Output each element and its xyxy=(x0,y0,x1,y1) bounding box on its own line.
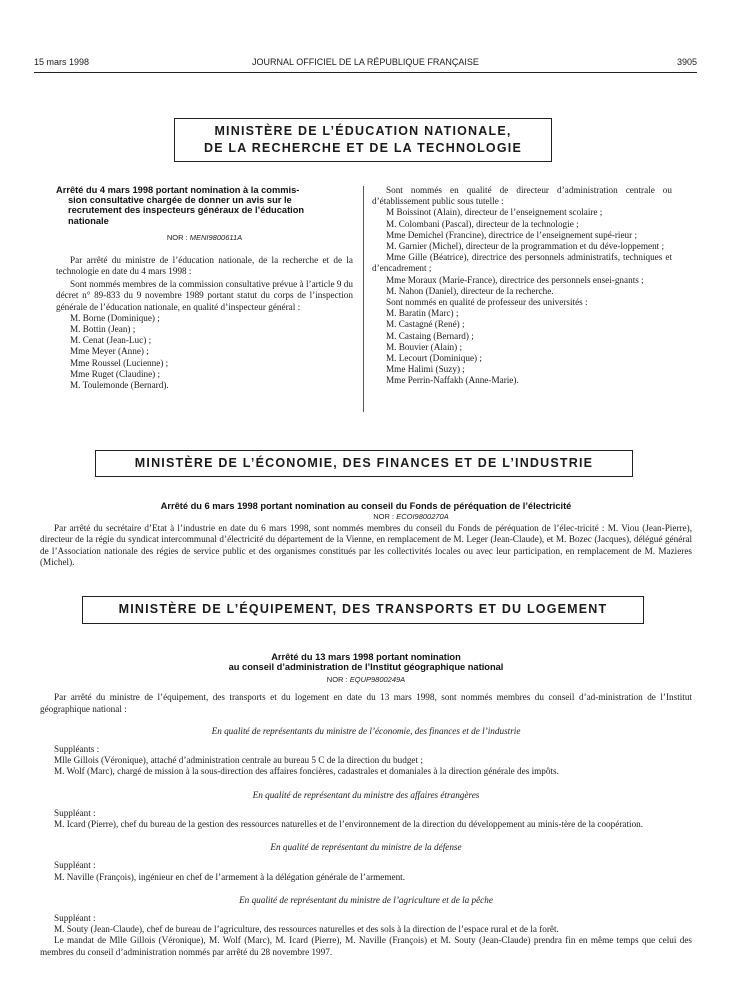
group-role: Suppléant : xyxy=(54,860,96,871)
professor-item: Mme Halimi (Suzy) ; xyxy=(386,364,465,375)
ministry-box-education xyxy=(174,118,552,162)
decree-education-continued xyxy=(372,185,672,387)
intro-paragraph: Par arrêté du ministre de l’éducation nationale, de la recherche et de la technologie en date du 4 mars 1998 : xyxy=(56,254,353,277)
body-paragraph: Par arrêté du secrétaire d’Etat à l’industrie en date du 6 mars 1998, sont nommés membres du conseil du Fonds de péréquation de l’élec-tricité : M. Viou (Jean-Pierre), directeur de la régie du syndicat intercommunal d’électricité du département de la Vienne, en remplacement de M. Leger (Jean-Claude), et M. Bozec (Jacques), délégué général de l’Association nationale des régies de service public et des organismes constitués par les collectivités locales ou avec leur participation, en remplacement de M. Mazieres (Michel). xyxy=(40,523,692,567)
members-intro: Sont nommés membres de la commission consultative prévue à l’article 9 du décret n° 89-833 du 9 novembre 1989 portant statut du corps de l’inspection générale de l’éducation nationale, en qualité d’inspecteur général : xyxy=(56,279,353,312)
director-item: Mme Demichel (Francine), directrice de l’enseignement supé-rieur ; xyxy=(386,229,638,240)
ministry-box-equipment xyxy=(82,596,644,624)
group-heading: En qualité de représentant du ministre de l’agriculture et de la pêche xyxy=(239,894,493,905)
decree-body xyxy=(56,255,353,391)
intro-paragraph: Par arrêté du ministre de l’équipement, des transports et du logement en date du 13 mars 1998, sont nommés membres du conseil d’ad-ministration de l’Institut géographique national : xyxy=(40,692,692,714)
director-item: M. Colombani (Pascal), directeur de la technologie ; xyxy=(386,218,579,229)
directors-intro: Sont nommés en qualité de directeur d’administration centrale ou d’établissement public sous tutelle : xyxy=(372,185,672,207)
group-heading: En qualité de représentant du ministre de la défense xyxy=(270,842,462,853)
decree-title: Arrêté du 6 mars 1998 portant nomination au conseil du Fonds de péréquation de l’électricité xyxy=(160,501,572,511)
nor-label: NOR : xyxy=(166,232,188,242)
group-heading: En qualité de représentants du ministre de l’économie, des finances et de l’industrie xyxy=(211,725,521,736)
decree-education xyxy=(56,185,353,391)
group-entry: M. Wolf (Marc), chargé de mission à la sous-direction des affaires foncières, cadastrales et domaniales à la direction générale des impôts. xyxy=(54,766,559,777)
column-divider xyxy=(363,186,364,412)
ministry-title-line: MINISTÈRE DE L’ÉCONOMIE, DES FINANCES ET DE L’INDUSTRIE xyxy=(134,456,594,470)
decree-body xyxy=(40,692,692,957)
nor-label: NOR : xyxy=(373,512,395,522)
title-line: sion consultative chargée de donner un avis sur le xyxy=(68,195,292,206)
member-item: M. Bottin (Jean) ; xyxy=(70,324,136,335)
professor-item: Mme Perrin-Naffakh (Anne-Marie). xyxy=(386,375,519,386)
group-heading: En qualité de représentant du ministre des affaires étrangères xyxy=(252,789,480,800)
director-item: Mme Moraux (Marie-France), directrice des personnels ensei-gnants ; xyxy=(386,274,644,285)
professors-intro: Sont nommés en qualité de professeur des universités : xyxy=(386,297,588,308)
closing-paragraph: Le mandat de Mlle Gillois (Véronique), M. Wolf (Marc), M. Icard (Pierre), M. Naville (François) et M. Souty (Jean-Claude) prendra fin en même temps que celui des membres du conseil d’administration nommés par arrêté du 28 novembre 1997. xyxy=(40,935,692,957)
nor-reference xyxy=(56,233,353,242)
group-entry: M. Naville (François), ingénieur en chef de l’armement à la délégation générale de l’armement. xyxy=(54,871,406,882)
professor-item: M. Bouvier (Alain) ; xyxy=(386,341,463,352)
director-item: M Boissinot (Alain), directeur de l’enseignement scolaire ; xyxy=(386,207,603,218)
professor-item: M. Baratin (Marc) ; xyxy=(386,308,459,319)
nor-label: NOR : xyxy=(326,675,348,685)
ministry-title-line: DE LA RECHERCHE ET DE LA TECHNOLOGIE xyxy=(204,141,522,155)
title-line: recrutement des inspecteurs généraux de l’éducation xyxy=(68,205,305,216)
decree-equipment xyxy=(40,652,692,958)
group-role: Suppléants : xyxy=(54,744,100,755)
journal-title: JOURNAL OFFICIEL DE LA RÉPUBLIQUE FRANÇAISE xyxy=(252,57,479,67)
member-item: Mme Roussel (Lucienne) ; xyxy=(70,357,169,368)
page-number: 3905 xyxy=(676,57,697,67)
member-item: Mme Meyer (Anne) ; xyxy=(70,346,149,357)
nor-code: MENI9800611A xyxy=(189,232,243,242)
member-item: M. Cenat (Jean-Luc) ; xyxy=(70,335,152,346)
ministry-title-line: MINISTÈRE DE L’ÉDUCATION NATIONALE, xyxy=(214,124,512,138)
director-item: M. Nahon (Daniel), directeur de la recherche. xyxy=(386,285,554,296)
nor-reference xyxy=(40,675,692,684)
title-line: nationale xyxy=(68,215,109,226)
member-item: Mme Ruget (Claudine) ; xyxy=(70,368,161,379)
ministry-box-economy xyxy=(95,450,633,477)
header-rule xyxy=(34,72,697,73)
nor-reference xyxy=(40,512,692,521)
decree-economy xyxy=(40,501,692,568)
director-item: Mme Gille (Béatrice), directrice des personnels administratifs, techniques et d’encadrement ; xyxy=(372,252,672,274)
title-line: Arrêté du 4 mars 1998 portant nomination à la commis- xyxy=(56,185,300,195)
decree-title xyxy=(40,652,692,672)
professor-item: M. Castaing (Bernard) ; xyxy=(386,330,474,341)
decree-title xyxy=(56,185,353,226)
group-entry: M. Souty (Jean-Claude), chef de bureau de l’agriculture, des ressources naturelles et des sols à la direction de l’espace rural et de la forêt. xyxy=(54,924,559,935)
director-item: M. Garnier (Michel), directeur de la programmation et du déve-loppement ; xyxy=(386,241,665,252)
nor-code: ECOI9800270A xyxy=(396,512,449,522)
title-line: Arrêté du 13 mars 1998 portant nomination xyxy=(271,652,461,662)
title-line: au conseil d’administration de l’Institut géographique national xyxy=(228,662,504,673)
professor-item: M. Castagné (René) ; xyxy=(386,319,465,330)
nor-code: EQUP9800249A xyxy=(349,675,406,685)
group-entry: Mlle Gillois (Véronique), attaché d’administration centrale au bureau 5 C de la direction du budget ; xyxy=(54,755,423,766)
header-date: 15 mars 1998 xyxy=(34,57,90,67)
decree-body xyxy=(40,523,692,568)
group-entry: M. Icard (Pierre), chef du bureau de la gestion des ressources naturelles et de l’environnement de la direction du développement au minis-tère de la coopération. xyxy=(54,819,644,830)
ministry-title-line: MINISTÈRE DE L’ÉQUIPEMENT, DES TRANSPORTS ET DU LOGEMENT xyxy=(118,602,608,616)
member-item: M. Borne (Dominique) ; xyxy=(70,312,160,323)
group-role: Suppléant : xyxy=(54,807,96,818)
professor-item: M. Lecourt (Dominique) ; xyxy=(386,353,482,364)
group-role: Suppléant : xyxy=(54,913,96,924)
member-item: M. Toulemonde (Bernard). xyxy=(70,380,169,391)
